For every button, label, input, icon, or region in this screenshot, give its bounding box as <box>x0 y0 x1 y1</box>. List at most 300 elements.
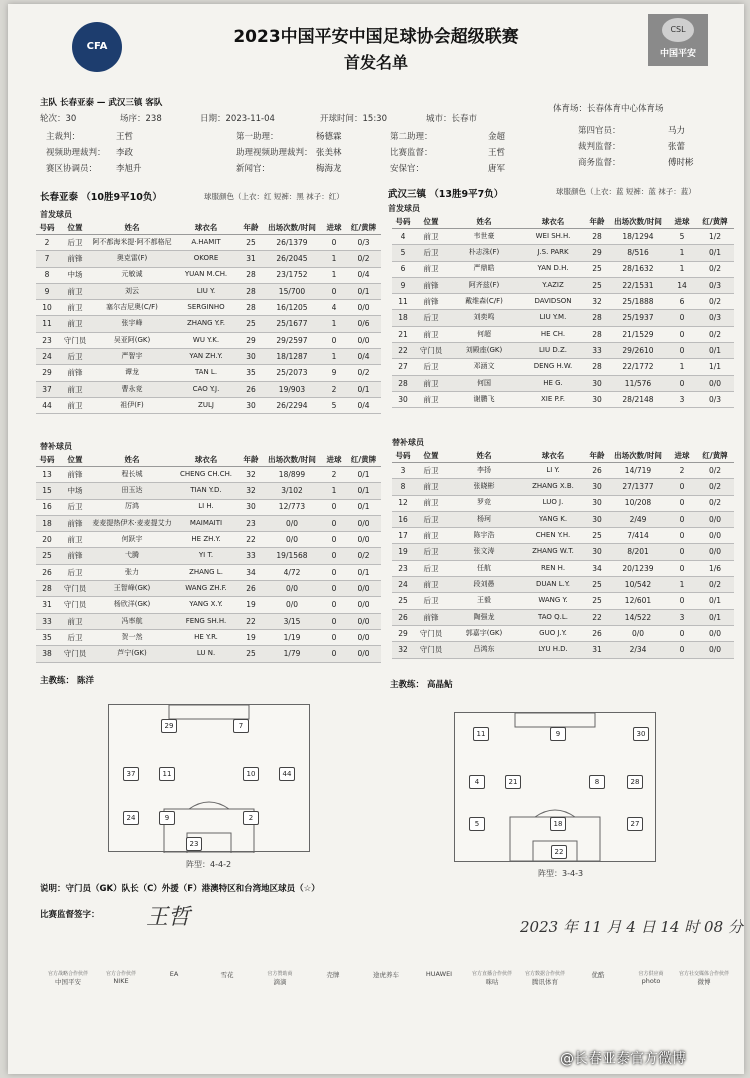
player-row <box>392 463 734 479</box>
player-position: 前卫 <box>414 479 448 495</box>
player-position: 后卫 <box>58 499 92 515</box>
appearances: 23/1752 <box>262 267 322 283</box>
player-name: 何跃宇 <box>92 532 172 548</box>
shirt-name: HE Y.R. <box>172 629 240 645</box>
sponsor-name: 微博 <box>697 978 711 986</box>
official-name: 李政 <box>116 148 134 158</box>
player-number: 37 <box>36 381 58 397</box>
player-row <box>36 467 381 483</box>
official-name: 唐军 <box>488 164 506 174</box>
home-starters-label: 首发球员 <box>40 210 72 219</box>
appearances: 0/0 <box>262 515 322 531</box>
player-row <box>392 495 734 511</box>
cards: 0/3 <box>696 391 734 407</box>
player-position: 前锋 <box>58 365 92 381</box>
player-age: 30 <box>240 349 262 365</box>
appearances: 26/2294 <box>262 397 322 413</box>
player-name: 张力 <box>92 564 172 580</box>
official-role: 安保官： <box>390 164 425 174</box>
official-name: 张蕾 <box>668 142 686 152</box>
appearances: 25/2073 <box>262 365 322 381</box>
player-position: 前锋 <box>58 548 92 564</box>
player-age: 29 <box>240 332 262 348</box>
player-number: 27 <box>392 359 414 375</box>
appearances: 14/522 <box>608 609 668 625</box>
cards: 1/1 <box>696 359 734 375</box>
player-number: 3 <box>392 463 414 479</box>
player-position: 后卫 <box>414 463 448 479</box>
shirt-icon: 8 <box>589 775 605 789</box>
goals: 4 <box>322 300 346 316</box>
shirt-icon: 29 <box>161 719 177 733</box>
cards: 0/1 <box>346 483 381 499</box>
player-name: 段刘愚 <box>448 577 520 593</box>
appearances: 0/0 <box>262 532 322 548</box>
player-number: 8 <box>36 267 58 283</box>
teams-line: 主队 长春亚泰 — 武汉三镇 客队 <box>40 98 163 108</box>
sponsor-name: 滴滴 <box>273 978 287 986</box>
away-subs-label: 替补球员 <box>392 438 424 447</box>
shirt-icon: 28 <box>627 775 643 789</box>
cards: 0/4 <box>346 349 381 365</box>
cards: 0/0 <box>696 642 734 658</box>
official-name: 张美林 <box>316 148 342 158</box>
player-number: 17 <box>392 528 414 544</box>
player-age: 19 <box>240 629 262 645</box>
supervisor-signature: 王哲 <box>146 905 191 930</box>
player-position: 后卫 <box>414 593 448 609</box>
cards: 0/2 <box>696 294 734 310</box>
appearances: 22/1772 <box>608 359 668 375</box>
away-starters-label: 首发球员 <box>388 204 420 213</box>
sponsor-name: photo <box>641 977 661 985</box>
cards: 0/0 <box>346 300 381 316</box>
player-name: 戴维森(C/F) <box>448 294 520 310</box>
player-row <box>392 310 734 326</box>
appearances: 21/1529 <box>608 326 668 342</box>
player-age: 25 <box>586 577 608 593</box>
player-age: 33 <box>586 343 608 359</box>
cards: 0/1 <box>696 609 734 625</box>
player-age: 31 <box>240 251 262 267</box>
player-age: 28 <box>586 310 608 326</box>
sponsor-logo <box>254 970 306 986</box>
shirt-name: DUAN L.Y. <box>520 577 586 593</box>
player-age: 25 <box>240 235 262 251</box>
sponsor-name: 优酷 <box>591 971 605 979</box>
player-position: 后卫 <box>414 245 448 261</box>
column-header: 姓名 <box>448 449 520 463</box>
cards: 0/0 <box>346 581 381 597</box>
column-header: 号码 <box>392 449 414 463</box>
shirt-name: HE CH. <box>520 326 586 342</box>
shirt-name: WU Y.K. <box>172 332 240 348</box>
player-position: 后卫 <box>414 359 448 375</box>
player-position: 前卫 <box>414 577 448 593</box>
shirt-name: MAIMAITI <box>172 515 240 531</box>
city-label: 城市：长春市 <box>426 114 478 124</box>
player-number: 29 <box>392 625 414 641</box>
cards: 0/2 <box>346 548 381 564</box>
shirt-icon: 9 <box>159 811 175 825</box>
player-name: 罗竞 <box>448 495 520 511</box>
appearances: 14/719 <box>608 463 668 479</box>
official-name: 杨德霖 <box>316 132 342 142</box>
player-age: 25 <box>586 593 608 609</box>
goals: 0 <box>668 544 696 560</box>
player-position: 前锋 <box>58 251 92 267</box>
player-row <box>392 326 734 342</box>
appearances: 1/79 <box>262 646 322 662</box>
appearances: 18/1294 <box>608 229 668 245</box>
official-role: 主裁判： <box>46 132 81 142</box>
shirt-icon: 30 <box>633 727 649 741</box>
appearances: 1/19 <box>262 629 322 645</box>
goals: 0 <box>668 625 696 641</box>
player-number: 10 <box>36 300 58 316</box>
goals: 0 <box>322 499 346 515</box>
shirt-name: YAN ZH.Y. <box>172 349 240 365</box>
league-title: 2023中国平安中国足球协会超级联赛 <box>233 27 519 47</box>
player-row <box>36 532 381 548</box>
player-position: 前卫 <box>414 261 448 277</box>
official-name: 梅海龙 <box>316 164 342 174</box>
player-row <box>36 646 381 662</box>
shirt-icon: 27 <box>627 817 643 831</box>
appearances: 0/0 <box>608 625 668 641</box>
cards: 0/2 <box>696 479 734 495</box>
appearances: 25/1677 <box>262 316 322 332</box>
cards: 1/6 <box>696 560 734 576</box>
player-position: 前卫 <box>414 326 448 342</box>
player-name: 张宇峰 <box>92 316 172 332</box>
player-position: 后卫 <box>414 310 448 326</box>
goals: 1 <box>322 349 346 365</box>
column-header: 位置 <box>414 215 448 229</box>
player-name: 厉鸿 <box>92 499 172 515</box>
cards: 0/0 <box>346 597 381 613</box>
cards: 1/2 <box>696 229 734 245</box>
home-formation: 阵型：4-4-2 <box>186 860 232 869</box>
player-name: 阿齐兹(F) <box>448 277 520 293</box>
column-header: 年龄 <box>240 453 262 467</box>
goals: 0 <box>668 642 696 658</box>
player-number: 9 <box>392 277 414 293</box>
home-subs-label: 替补球员 <box>40 442 72 451</box>
sponsor-name: EA <box>169 970 179 978</box>
sponsor-logo <box>572 970 624 979</box>
goals: 0 <box>322 515 346 531</box>
shirt-name: LI Y. <box>520 463 586 479</box>
appearances: 10/542 <box>608 577 668 593</box>
cards: 0/0 <box>346 646 381 662</box>
official-name: 李旭升 <box>116 164 142 174</box>
player-position: 中场 <box>58 483 92 499</box>
column-header: 红/黄牌 <box>346 453 381 467</box>
appearances: 7/414 <box>608 528 668 544</box>
appearances: 25/1888 <box>608 294 668 310</box>
column-header: 出场次数/时间 <box>262 453 322 467</box>
shirt-name: LUO J. <box>520 495 586 511</box>
player-position: 守门员 <box>58 581 92 597</box>
player-number: 38 <box>36 646 58 662</box>
goals: 1 <box>668 359 696 375</box>
shirt-name: YANG K. <box>520 511 586 527</box>
player-number: 25 <box>392 593 414 609</box>
player-number: 6 <box>392 261 414 277</box>
player-number: 22 <box>392 343 414 359</box>
player-row <box>392 625 734 641</box>
player-age: 31 <box>586 642 608 658</box>
player-number: 19 <box>392 544 414 560</box>
player-number: 16 <box>36 499 58 515</box>
csl-badge-icon: CSL <box>662 18 694 42</box>
shirt-name: LYU H.D. <box>520 642 586 658</box>
player-row <box>392 343 734 359</box>
player-row <box>36 499 381 515</box>
player-name: 祖伊(F) <box>92 397 172 413</box>
player-row <box>392 359 734 375</box>
sheet-subtitle: 首发名单 <box>343 53 408 72</box>
player-name: 杨珂 <box>448 511 520 527</box>
player-row <box>36 564 381 580</box>
player-row <box>392 391 734 407</box>
player-age: 30 <box>240 397 262 413</box>
column-header: 号码 <box>392 215 414 229</box>
home-formation-pitch <box>108 704 310 852</box>
date-label: 日期：2023-11-04 <box>200 114 275 124</box>
player-position: 前锋 <box>414 609 448 625</box>
player-position: 守门员 <box>414 625 448 641</box>
player-name: 吴亚阿(GK) <box>92 332 172 348</box>
player-position: 前锋 <box>414 294 448 310</box>
cards: 0/1 <box>696 593 734 609</box>
cards: 0/3 <box>696 277 734 293</box>
player-name: 李扬 <box>448 463 520 479</box>
player-age: 22 <box>240 532 262 548</box>
player-age: 29 <box>586 245 608 261</box>
goals: 0 <box>668 593 696 609</box>
player-age: 33 <box>240 548 262 564</box>
player-number: 20 <box>36 532 58 548</box>
away-formation-pitch <box>454 712 656 862</box>
appearances: 19/1568 <box>262 548 322 564</box>
appearances: 3/102 <box>262 483 322 499</box>
column-header: 姓名 <box>448 215 520 229</box>
official-role: 第二助理： <box>390 132 433 142</box>
player-position: 后卫 <box>58 564 92 580</box>
home-subs-table <box>36 453 381 663</box>
shirt-icon: 37 <box>123 767 139 781</box>
player-number: 25 <box>36 548 58 564</box>
sponsor-logo <box>519 970 571 986</box>
player-position: 前卫 <box>58 613 92 629</box>
appearances: 4/72 <box>262 564 322 580</box>
shirt-icon: 21 <box>505 775 521 789</box>
player-name: 邓涵文 <box>448 359 520 375</box>
player-age: 23 <box>240 515 262 531</box>
player-number: 24 <box>392 577 414 593</box>
shirt-name: TAN L. <box>172 365 240 381</box>
goals: 2 <box>668 463 696 479</box>
cards: 0/0 <box>346 613 381 629</box>
player-number: 26 <box>36 564 58 580</box>
player-age: 22 <box>240 613 262 629</box>
player-age: 26 <box>240 581 262 597</box>
appearances: 28/1632 <box>608 261 668 277</box>
sponsor-label: 官方数据合作伙伴 <box>524 971 565 977</box>
appearances: 28/2148 <box>608 391 668 407</box>
appearances: 19/903 <box>262 381 322 397</box>
shirt-icon: 18 <box>550 817 566 831</box>
goals: 9 <box>322 365 346 381</box>
player-position: 前卫 <box>58 397 92 413</box>
appearances: 12/773 <box>262 499 322 515</box>
shirt-name: YANG X.Y. <box>172 597 240 613</box>
column-header: 红/黄牌 <box>696 449 734 463</box>
player-row <box>392 229 734 245</box>
player-number: 9 <box>36 283 58 299</box>
appearances: 10/208 <box>608 495 668 511</box>
player-name: 陶强龙 <box>448 609 520 625</box>
player-number: 44 <box>36 397 58 413</box>
player-row <box>36 381 381 397</box>
player-age: 32 <box>240 483 262 499</box>
shirt-name: TAO Q.L. <box>520 609 586 625</box>
player-age: 22 <box>586 609 608 625</box>
shirt-icon: 11 <box>473 727 489 741</box>
official-name: 金超 <box>488 132 506 142</box>
official-role: 第一助理： <box>236 132 279 142</box>
player-age: 25 <box>586 277 608 293</box>
goals: 0 <box>322 564 346 580</box>
cards: 0/3 <box>696 310 734 326</box>
shirt-name: GUO J.Y. <box>520 625 586 641</box>
player-name: 冯率航 <box>92 613 172 629</box>
appearances: 8/516 <box>608 245 668 261</box>
player-number: 4 <box>392 229 414 245</box>
goals: 0 <box>322 532 346 548</box>
round-label: 轮次：30 <box>40 114 77 124</box>
player-number: 11 <box>36 316 58 332</box>
goals: 0 <box>322 613 346 629</box>
sponsor-name: 雪花 <box>220 971 234 979</box>
player-row <box>392 261 734 277</box>
player-age: 30 <box>240 499 262 515</box>
shirt-name: DENG H.W. <box>520 359 586 375</box>
cards: 0/4 <box>346 397 381 413</box>
player-age: 26 <box>240 381 262 397</box>
player-number: 15 <box>36 483 58 499</box>
cards: 0/0 <box>346 332 381 348</box>
goals: 0 <box>668 495 696 511</box>
column-header: 位置 <box>414 449 448 463</box>
player-age: 30 <box>586 375 608 391</box>
player-name: 王毅 <box>448 593 520 609</box>
player-row <box>392 642 734 658</box>
column-header: 号码 <box>36 221 58 235</box>
player-number: 2 <box>36 235 58 251</box>
away-coach: 主教练： 高晶鲇 <box>390 680 453 690</box>
goals: 1 <box>322 316 346 332</box>
column-header: 进球 <box>322 453 346 467</box>
cards: 0/0 <box>696 528 734 544</box>
player-name: 贺一然 <box>92 629 172 645</box>
player-position: 前卫 <box>414 528 448 544</box>
player-age: 25 <box>240 646 262 662</box>
player-row <box>36 332 381 348</box>
player-row <box>36 349 381 365</box>
goals: 3 <box>668 391 696 407</box>
player-row <box>36 300 381 316</box>
goals: 3 <box>668 609 696 625</box>
cards: 0/2 <box>696 577 734 593</box>
player-position: 守门员 <box>58 332 92 348</box>
column-header: 姓名 <box>92 453 172 467</box>
shirt-name: ZHANG W.T. <box>520 544 586 560</box>
official-role: 新闻官： <box>236 164 271 174</box>
shirt-name: YAN D.H. <box>520 261 586 277</box>
player-name: 严鼎皓 <box>448 261 520 277</box>
cards: 0/6 <box>346 316 381 332</box>
player-row <box>392 277 734 293</box>
appearances: 26/2045 <box>262 251 322 267</box>
sponsor-label: 官方供应商 <box>638 971 664 977</box>
shirt-name: XIE P.F. <box>520 391 586 407</box>
player-age: 30 <box>586 391 608 407</box>
player-number: 16 <box>392 511 414 527</box>
player-name: 芦宁(GK) <box>92 646 172 662</box>
player-number: 11 <box>392 294 414 310</box>
field-label: 场序：238 <box>120 114 162 124</box>
sponsor-label: 官方赞助商 <box>267 971 293 977</box>
goals: 0 <box>668 560 696 576</box>
appearances: 8/201 <box>608 544 668 560</box>
player-number: 7 <box>36 251 58 267</box>
player-name: 韦世豪 <box>448 229 520 245</box>
column-header: 红/黄牌 <box>346 221 381 235</box>
player-age: 28 <box>586 229 608 245</box>
kickoff-label: 开球时间：15:30 <box>320 114 387 124</box>
appearances: 27/1377 <box>608 479 668 495</box>
shirt-icon: 4 <box>469 775 485 789</box>
player-row <box>36 597 381 613</box>
player-position: 前卫 <box>414 229 448 245</box>
sponsor-name: 途虎养车 <box>373 971 399 979</box>
sponsor-label: 官方战略合作伙伴 <box>47 971 88 977</box>
player-age: 19 <box>240 597 262 613</box>
shirt-name: YUAN M.CH. <box>172 267 240 283</box>
player-row <box>392 544 734 560</box>
sponsor-name: 中国平安 <box>55 978 81 986</box>
player-position: 前卫 <box>58 316 92 332</box>
cards: 0/2 <box>696 463 734 479</box>
player-name: 元敏诚 <box>92 267 172 283</box>
player-row <box>392 609 734 625</box>
player-name: 弋腾 <box>92 548 172 564</box>
away-team-header: 武汉三镇 （13胜9平7负） <box>388 189 504 200</box>
sponsor-name: HUAWEI <box>425 970 453 978</box>
player-position: 前卫 <box>414 495 448 511</box>
weibo-watermark: @长春亚泰官方微博 <box>560 1051 686 1067</box>
shirt-name: ZHANG X.B. <box>520 479 586 495</box>
legend-note: 说明：守门员（GK）队长（C）外援（F）港澳特区和台湾地区球员（☆） <box>40 884 320 894</box>
home-team-header: 长春亚泰 （10胜9平10负） <box>40 192 162 203</box>
cards: 0/0 <box>696 625 734 641</box>
cards: 0/1 <box>346 564 381 580</box>
goals: 2 <box>322 381 346 397</box>
player-age: 32 <box>240 467 262 483</box>
